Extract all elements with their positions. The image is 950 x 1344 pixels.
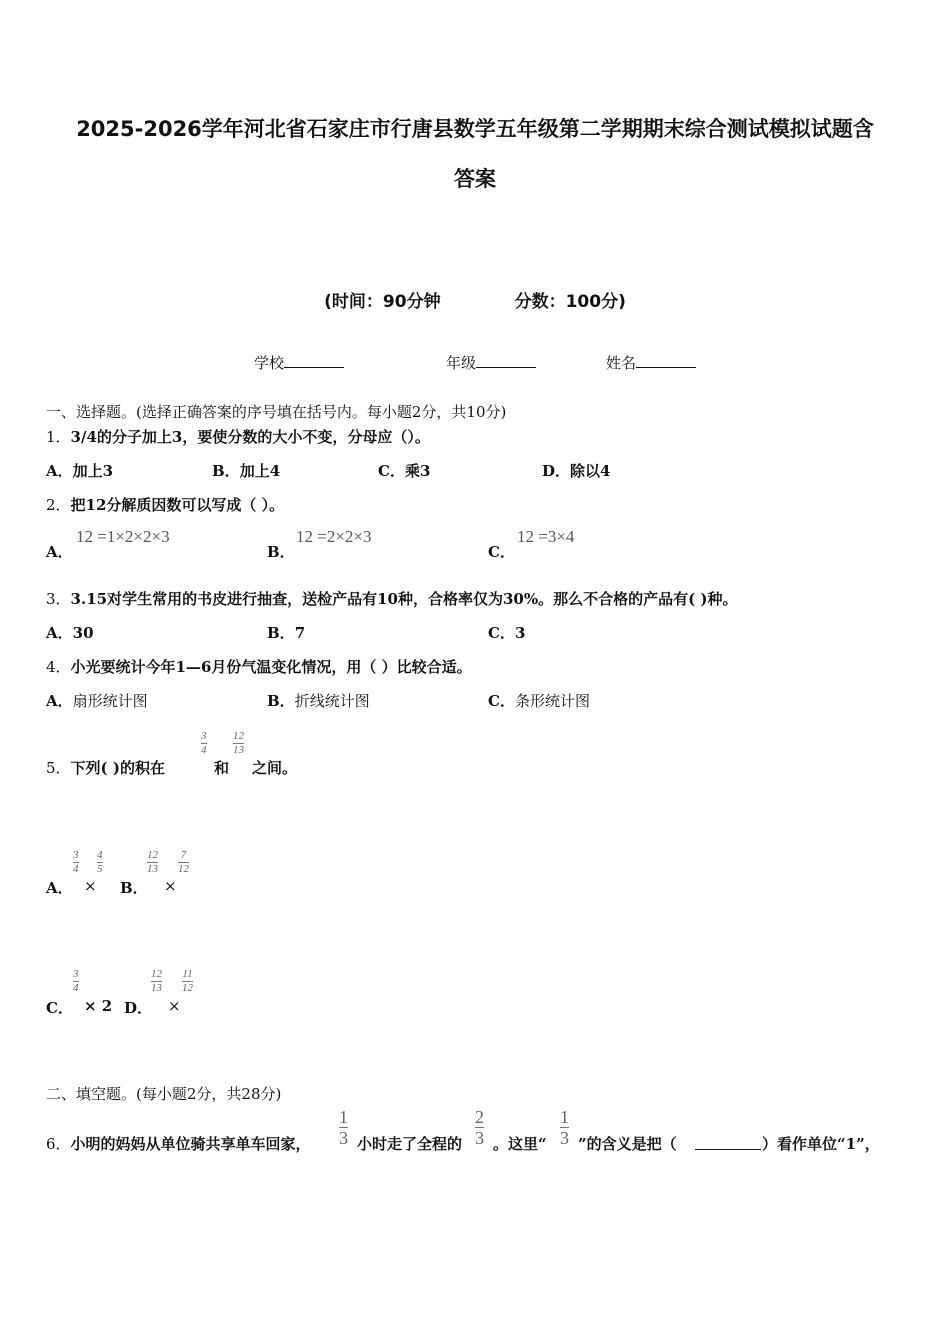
exam-info — [0, 287, 950, 312]
q4-number: 4． — [46, 658, 71, 676]
q6-f2-d: 3 — [475, 1128, 484, 1148]
q5-f2-denominator: 13 — [233, 744, 244, 756]
q1-number: 1． — [46, 428, 71, 446]
q1-option-a-label: A． — [46, 462, 73, 480]
document-title-line1: 2025-2026学年河北省石家庄市行唐县数学五年级第二学期期末综合测试模拟试题含 — [76, 117, 874, 141]
q4-option-a-label: A． — [46, 692, 73, 710]
q1-option-a[interactable] — [46, 460, 113, 481]
q6-f1-n: 1 — [339, 1107, 348, 1127]
q2-option-b-label[interactable]: B． — [267, 543, 295, 561]
q1-option-b[interactable] — [212, 460, 280, 481]
q5-f1-numerator: 3 — [201, 730, 207, 742]
q1-option-d-label: D． — [542, 462, 571, 480]
q5-option-d-f1 — [151, 969, 162, 994]
q2-number: 2． — [46, 496, 71, 514]
q3-option-c-label: C． — [488, 624, 515, 642]
q5-b-f2-n: 7 — [180, 849, 187, 861]
q6-text-e: ）看作单位“1”， — [762, 1135, 880, 1153]
q5-a-f1-d: 4 — [73, 863, 79, 875]
q3-option-a-label: A． — [46, 624, 73, 642]
q4-text: 小光要统计今年1—6月份气温变化情况，用（ ）比较合适。 — [70, 658, 472, 676]
document-title-line2: 答案 — [454, 167, 496, 191]
q5-f2-numerator: 12 — [233, 730, 244, 742]
q2-text: 把12分解质因数可以写成（ ）。 — [70, 496, 285, 514]
q5-option-c-f1 — [73, 969, 79, 994]
q5-option-d-f2 — [182, 969, 193, 994]
section2-heading: 二、填空题。(每小题2分，共28分) — [46, 1085, 282, 1103]
question-1 — [46, 426, 430, 447]
q6-number: 6． — [46, 1135, 71, 1153]
q5-fraction-lower — [201, 731, 207, 756]
q5-option-d-label[interactable]: D． — [124, 999, 153, 1017]
name-field[interactable] — [606, 352, 696, 373]
q5-option-b-f1 — [147, 850, 158, 875]
q5-text-c: 之间。 — [252, 759, 298, 777]
q5-f1-denominator: 4 — [201, 744, 207, 756]
q3-option-a[interactable] — [46, 622, 94, 643]
q5-a-f2-n: 4 — [97, 849, 103, 861]
q4-option-b-label: B． — [267, 692, 295, 710]
q6-answer-blank[interactable] — [695, 1149, 761, 1150]
school-label: 学校 — [254, 354, 285, 372]
q6-text-b: 小时走了全程的 — [357, 1135, 463, 1153]
name-label: 姓名 — [606, 354, 637, 372]
q5-d-f1-d: 13 — [151, 982, 162, 994]
q5-option-a-label[interactable]: A． — [46, 879, 73, 897]
grade-blank[interactable] — [476, 367, 536, 368]
q6-text-d: ”的含义是把（ — [578, 1135, 677, 1153]
q2-option-c-label[interactable]: C． — [488, 543, 515, 561]
q4-option-c-label: C． — [488, 692, 515, 710]
q5-option-b-f2 — [178, 850, 189, 875]
q5-b-f1-n: 12 — [147, 849, 158, 861]
q5-a-f2-d: 5 — [97, 863, 103, 875]
q5-text-a: 下列( )的积在 — [70, 759, 165, 777]
q4-option-c[interactable] — [488, 690, 590, 711]
q1-option-d-text: 除以4 — [570, 462, 611, 480]
q3-option-a-text: 30 — [72, 624, 94, 642]
q5-option-a-f2 — [97, 850, 103, 875]
q1-option-a-text: 加上3 — [72, 462, 114, 480]
q3-number: 3． — [46, 590, 71, 608]
section1-heading: 一、选择题。(选择正确答案的序号填在括号内。每小题2分，共10分) — [46, 403, 507, 421]
q2-option-a-expr: 12 =1×2×2×3 — [76, 527, 170, 546]
q6-part-a — [46, 1133, 311, 1154]
q5-b-f2-d: 12 — [178, 863, 189, 875]
q6-fraction-1 — [339, 1108, 348, 1147]
q3-option-b-text: 7 — [294, 624, 306, 642]
q6-f2-n: 2 — [475, 1107, 484, 1127]
q5-d-f2-n: 11 — [182, 968, 193, 980]
q1-option-c[interactable] — [378, 460, 430, 481]
q1-option-c-label: C． — [378, 462, 405, 480]
q4-option-b-text: 折线统计图 — [294, 692, 370, 710]
q6-text-c: 。这里“ — [493, 1135, 547, 1153]
q3-option-b[interactable] — [267, 622, 305, 643]
question-2 — [46, 494, 284, 515]
q6-f3-n: 1 — [560, 1107, 569, 1127]
exam-time: (时间：90分钟 — [324, 292, 441, 312]
q5-d-f1-n: 12 — [151, 968, 162, 980]
q5-option-a-f1 — [73, 850, 79, 875]
q1-option-c-text: 乘3 — [404, 462, 431, 480]
q5-d-f2-d: 12 — [182, 982, 193, 994]
q2-option-b-expr: 12 =2×2×3 — [296, 527, 372, 546]
q5-fraction-upper — [233, 731, 244, 756]
q5-option-b-label[interactable]: B． — [120, 879, 148, 897]
question-4 — [46, 656, 472, 677]
grade-field[interactable] — [446, 352, 536, 373]
q4-option-a-text: 扇形统计图 — [72, 692, 148, 710]
q5-option-b-op: × — [164, 877, 177, 895]
q5-a-f1-n: 3 — [73, 849, 79, 861]
q5-option-a-op: × — [84, 877, 97, 895]
q6-text-a: 小明的妈妈从单位骑共享单车回家， — [70, 1135, 311, 1153]
q4-option-b[interactable] — [267, 690, 370, 711]
q3-text: 3.15对学生常用的书皮进行抽查，送检产品有10种，合格率仅为30%。那么不合格的产品有( )种。 — [70, 590, 738, 608]
q3-option-c-text: 3 — [514, 624, 526, 642]
q1-option-b-label: B． — [212, 462, 240, 480]
q1-option-d[interactable] — [542, 460, 610, 481]
q5-number-and-text-a — [46, 757, 165, 778]
q4-option-c-text: 条形统计图 — [514, 692, 590, 710]
q5-c-f1-d: 4 — [73, 982, 79, 994]
q6-f3-d: 3 — [560, 1128, 569, 1148]
q5-option-c-op: × 2 — [84, 997, 113, 1015]
exam-score: 分数：100分) — [514, 292, 626, 312]
q5-option-d-op: × — [168, 997, 181, 1015]
q1-text: 3/4的分子加上3，要使分数的大小不变，分母应（）。 — [70, 428, 430, 446]
q6-fraction-2 — [475, 1108, 484, 1147]
q5-b-f1-d: 13 — [147, 863, 158, 875]
q5-text-b: 和 — [214, 759, 230, 777]
school-field[interactable] — [254, 352, 344, 373]
q3-option-b-label: B． — [267, 624, 295, 642]
q6-f1-d: 3 — [339, 1128, 348, 1148]
q5-number: 5． — [46, 759, 71, 777]
school-blank[interactable] — [284, 367, 344, 368]
grade-label: 年级 — [446, 354, 477, 372]
q6-fraction-3 — [560, 1108, 569, 1147]
q2-option-a-label[interactable]: A． — [46, 543, 73, 561]
q5-c-f1-n: 3 — [73, 968, 79, 980]
q3-option-c[interactable] — [488, 622, 525, 643]
q4-option-a[interactable] — [46, 690, 148, 711]
q5-option-c-label[interactable]: C． — [46, 999, 73, 1017]
question-3 — [46, 588, 738, 609]
q1-option-b-text: 加上4 — [239, 462, 281, 480]
name-blank[interactable] — [636, 367, 696, 368]
q2-option-c-expr: 12 =3×4 — [517, 527, 575, 546]
